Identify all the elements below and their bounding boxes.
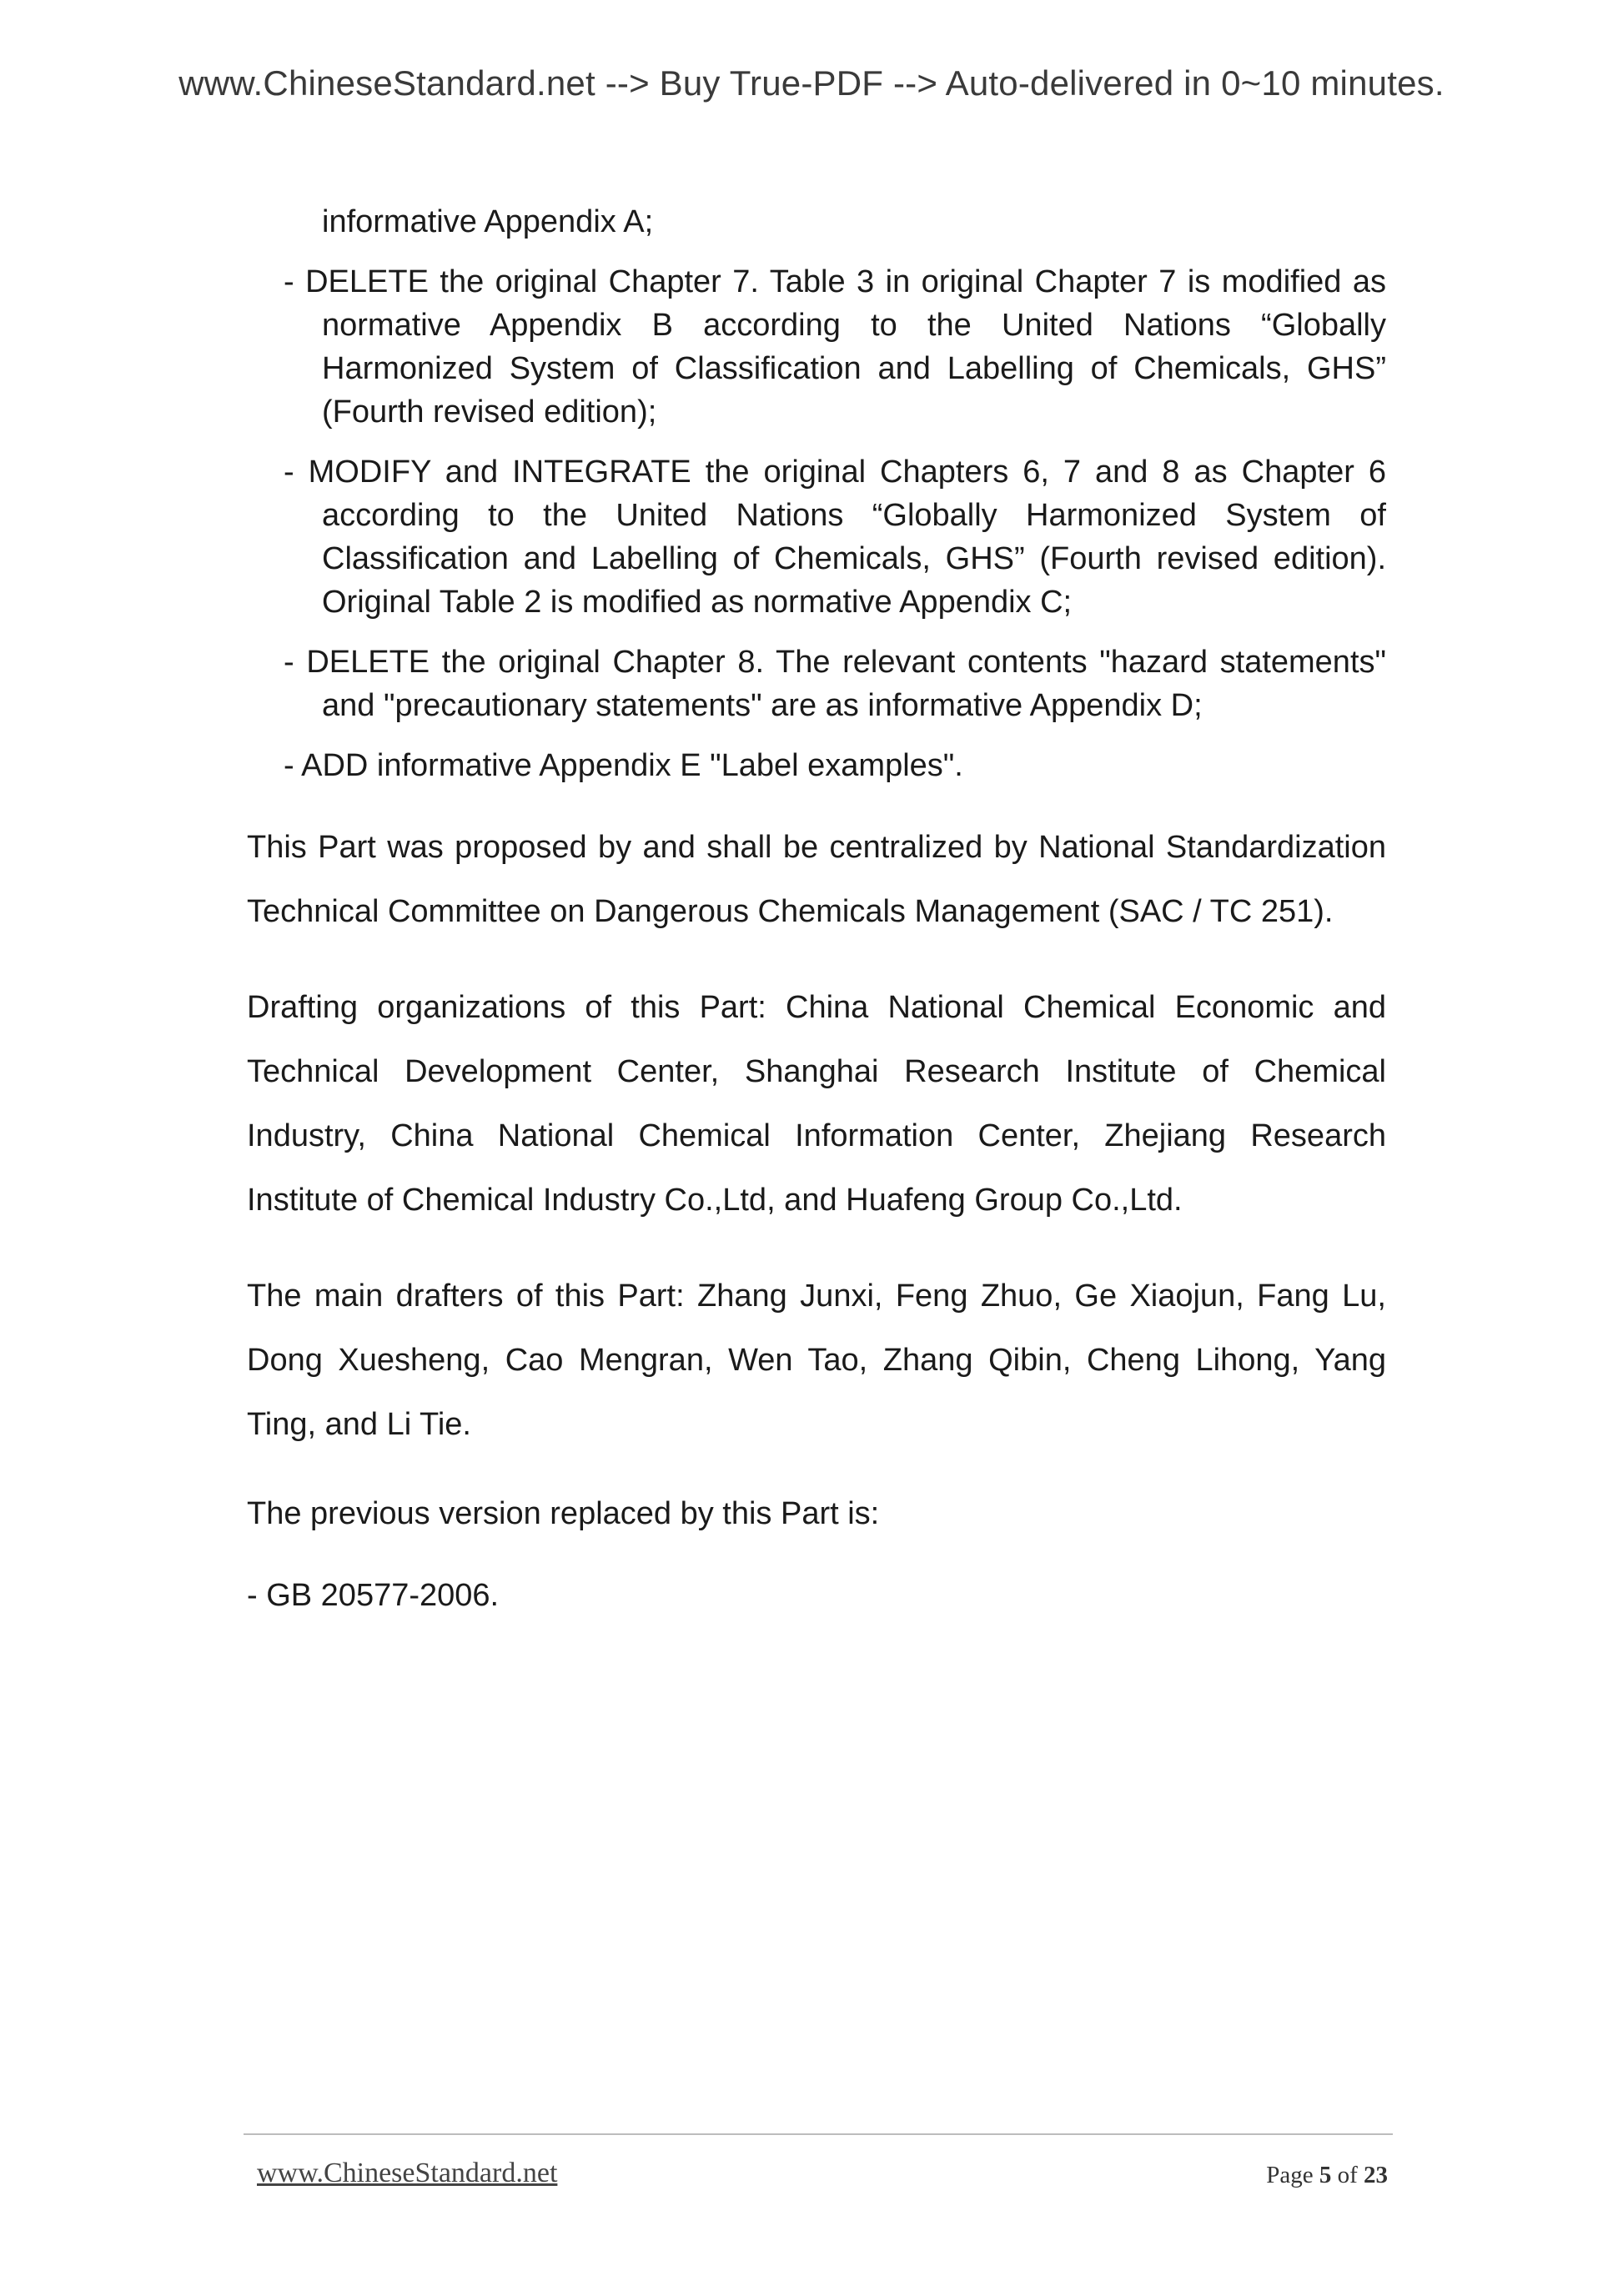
- list-item: - DELETE the original Chapter 8. The relevant contents "hazard statements" and "precautionary statements" are as informative Appendix D;: [284, 645, 1386, 723]
- page-current: 5: [1319, 2162, 1332, 2188]
- page-number: [1266, 2162, 1388, 2189]
- footer-divider: [244, 2133, 1393, 2135]
- previous-version-intro: The previous version replaced by this Part is:: [247, 1496, 880, 1531]
- page-label: Page: [1266, 2162, 1314, 2188]
- footer-site-link[interactable]: www.ChineseStandard.net: [257, 2158, 558, 2188]
- page-of: of: [1337, 2162, 1358, 2188]
- header-banner: www.ChineseStandard.net --> Buy True-PDF --> Auto-delivered in 0~10 minutes.: [178, 63, 1445, 103]
- list-item: - MODIFY and INTEGRATE the original Chapters 6, 7 and 8 as Chapter 6 according to the United Nations “Globally Harmonized System of Classification and Labelling of Chemicals, GHS” (Fourth revised edition). Original Table 2 is modified as normative Appendix C;: [284, 455, 1386, 620]
- previous-version-item: - GB 20577-2006.: [247, 1578, 500, 1613]
- page-total: 23: [1364, 2162, 1388, 2188]
- change-list: [284, 200, 1386, 787]
- proposed-paragraph: This Part was proposed by and shall be centralized by National Standardization Technical Committee on Dangerous Chemicals Management (SAC / TC 251).: [247, 830, 1386, 929]
- list-item: - DELETE the original Chapter 7. Table 3 in original Chapter 7 is modified as normative Appendix B according to the United Nations “Globally Harmonized System of Classification and Labelling of Chemicals, GHS” (Fourth revised edition);: [284, 264, 1386, 430]
- document-body: [247, 200, 1386, 1652]
- list-item: - ADD informative Appendix E "Label examples".: [284, 748, 963, 783]
- drafters-paragraph: The main drafters of this Part: Zhang Junxi, Feng Zhuo, Ge Xiaojun, Fang Lu, Dong Xuesheng, Cao Mengran, Wen Tao, Zhang Qibin, Cheng Lihong, Yang Ting, and Li Tie.: [247, 1279, 1386, 1442]
- list-item-continuation: informative Appendix A;: [322, 204, 654, 239]
- drafting-organizations-paragraph: Drafting organizations of this Part: China National Chemical Economic and Technical Development Center, Shanghai Research Institute of Chemical Industry, China National Chemical Information Center, Zhejiang Research Institute of Chemical Industry Co.,Ltd, and Huafeng Group Co.,Ltd.: [247, 990, 1386, 1218]
